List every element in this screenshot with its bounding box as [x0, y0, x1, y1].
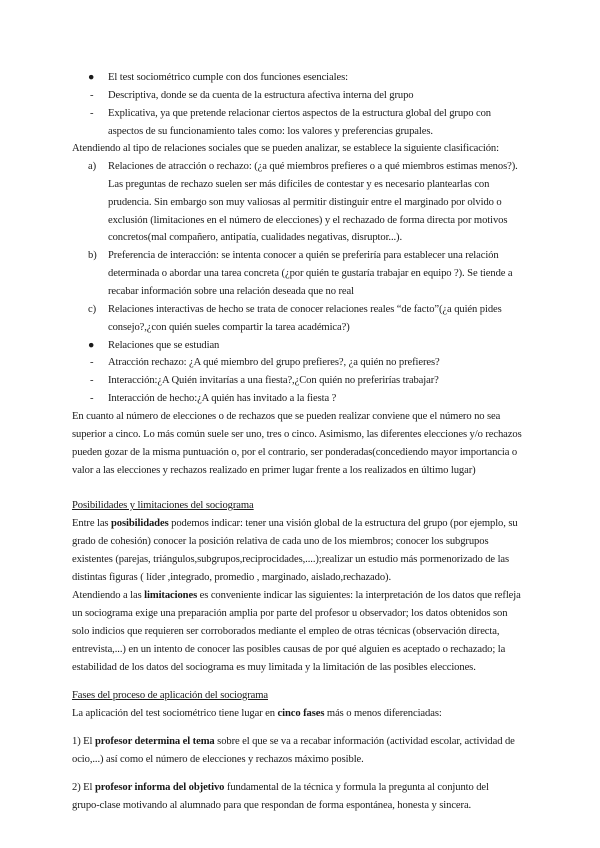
paragraph-text: Entre las posibilidades podemos indicar: tener una visión global de la estructura del grupo (por ejemplo, su	[72, 518, 518, 529]
paragraph-text: pueden gozar de la misma puntuación o, por el contrario, ser ponderadas(concediendo mayor importancia o	[72, 447, 518, 458]
dash-text: Explicativa, ya que pretende relacionar ciertos aspectos de la estructura global del grupo con	[108, 108, 491, 119]
dash-text: Interacción:¿A Quién invitarías a una fiesta?,¿Con quién no preferirías trabajar?	[108, 375, 439, 386]
dash-marker: -	[90, 90, 94, 101]
paragraph-text: En cuanto al número de elecciones o de rechazos que se pueden realizar conviene que el número no sea	[72, 411, 501, 422]
item-text: Relaciones de atracción o rechazo: (¿a qué miembros prefieres o a qué miembros estimas menos?).	[108, 161, 518, 172]
bold-term: profesor informa del objetivo	[94, 782, 225, 793]
item-text: determinada o abordar una tarea concreta (¿por quién te gustaría trabajar en equipo ?). Se tiende a	[108, 268, 513, 279]
bold-term: cinco fases	[277, 708, 325, 719]
dash-text: Descriptiva, donde se da cuenta de la estructura afectiva interna del grupo	[108, 90, 414, 101]
paragraph-text: entrevista,...) en un intento de conocer las posibles causas de por qué alguien es aceptado o rechazado; la	[72, 644, 506, 655]
paragraph-text: solo indicios que requieren ser corroborados mediante el empleo de otras técnicas (observación directa,	[72, 626, 500, 637]
dash-marker: -	[90, 375, 94, 386]
item-letter: a)	[88, 161, 97, 172]
paragraph-text: existentes (parejas, triángulos,subgrupos,reciprocidades,....);realizar un estudio más pormenorizado de las	[72, 554, 510, 565]
paragraph-text: Atendiendo a las limitaciones es conveniente indicar las siguientes: la interpretación de los datos que refleja	[72, 590, 521, 601]
paragraph-text: distintas figuras ( líder ,integrado, promedio , marginado, aislado,rechazado).	[72, 572, 392, 583]
item-text: concretos(mal compañero, antipatía, cualidades negativas, disruptor...).	[108, 232, 403, 243]
step-text: ocio,...) así como el número de elecciones y rechazos máximo posible.	[72, 754, 364, 765]
paragraph-text: aspectos de su funcionamiento tales como: los valores y preferencias grupales.	[108, 126, 433, 137]
dash-text: Interacción de hecho:¿A quién has invitado a la fiesta ?	[108, 393, 337, 404]
item-letter: c)	[88, 304, 97, 315]
section-heading-text: Fases del proceso de aplicación del sociograma	[72, 690, 269, 701]
dash-marker: -	[90, 357, 94, 368]
section-heading-text: Posibilidades y limitaciones del sociograma	[72, 500, 254, 511]
item-text: consejo?,¿con quién sueles compartir la tarea académica?)	[108, 322, 350, 333]
bullet-icon: ●	[88, 340, 95, 351]
paragraph-text: un sociograma exige una preparación amplia por parte del profesor u observador; los datos obtenidos son	[72, 608, 508, 619]
bold-term: posibilidades	[111, 518, 169, 529]
item-text: Las preguntas de rechazo suelen ser más difíciles de contestar y es necesario plantearlas con	[108, 179, 490, 190]
paragraph-text: superior a cinco. Lo más común suele ser uno, tres o cinco. Asimismo, las diferentes elecciones y/o rechazos	[72, 429, 522, 440]
item-text: Relaciones interactivas de hecho se trata de conocer relaciones reales “de facto”(¿a quién pides	[108, 304, 502, 315]
step-text: grupo-clase motivando al alumnado para que respondan de forma espontánea, honesta y sincera.	[72, 800, 472, 811]
bullet-text: Relaciones que se estudian	[108, 340, 220, 351]
item-text: exclusión (limitaciones en el número de elecciones) y el rechazado de forma directa por motivos	[108, 215, 508, 226]
dash-marker: -	[90, 393, 94, 404]
item-letter: b)	[88, 250, 97, 261]
step-text: 2) El profesor informa del objetivo fundamental de la técnica y formula la pregunta al conjunto del	[72, 782, 489, 793]
bold-term: limitaciones	[144, 590, 198, 601]
paragraph-text: La aplicación del test sociométrico tiene lugar en cinco fases más o menos diferenciadas:	[72, 708, 442, 719]
item-text: prudencia. Sin embargo son muy valiosas al permitir distinguir entre el marginado por olvido o	[108, 197, 502, 208]
bold-term: profesor determina el tema	[94, 736, 215, 747]
paragraph-text: estabilidad de los datos del sociograma es muy limitada y la limitación de las posibles elecciones.	[72, 662, 476, 673]
item-text: Preferencia de interacción: se intenta conocer a quién se preferiría para establecer una relación	[108, 250, 499, 261]
step-text: 1) El profesor determina el tema sobre el que se va a recabar información (actividad escolar, actividad de	[72, 736, 515, 747]
paragraph-text: grado de cohesión) conocer la posición relativa de cada uno de los miembros; conocer los subgrupos	[72, 536, 489, 547]
dash-text: Atracción rechazo: ¿A qué miembro del grupo prefieres?, ¿a quién no prefieres?	[108, 357, 440, 368]
paragraph-text: Atendiendo al tipo de relaciones sociales que se pueden analizar, se establece la siguiente clasificación:	[72, 143, 499, 154]
bullet-icon: ●	[88, 72, 95, 83]
dash-marker: -	[90, 108, 94, 119]
item-text: recabar información sobre una relación deseada que no real	[108, 286, 354, 297]
bullet-text: El test sociométrico cumple con dos funciones esenciales:	[108, 72, 348, 83]
paragraph-text: valor a las elecciones y rechazos realizado en primer lugar frente a los realizados en último lugar)	[72, 465, 476, 476]
